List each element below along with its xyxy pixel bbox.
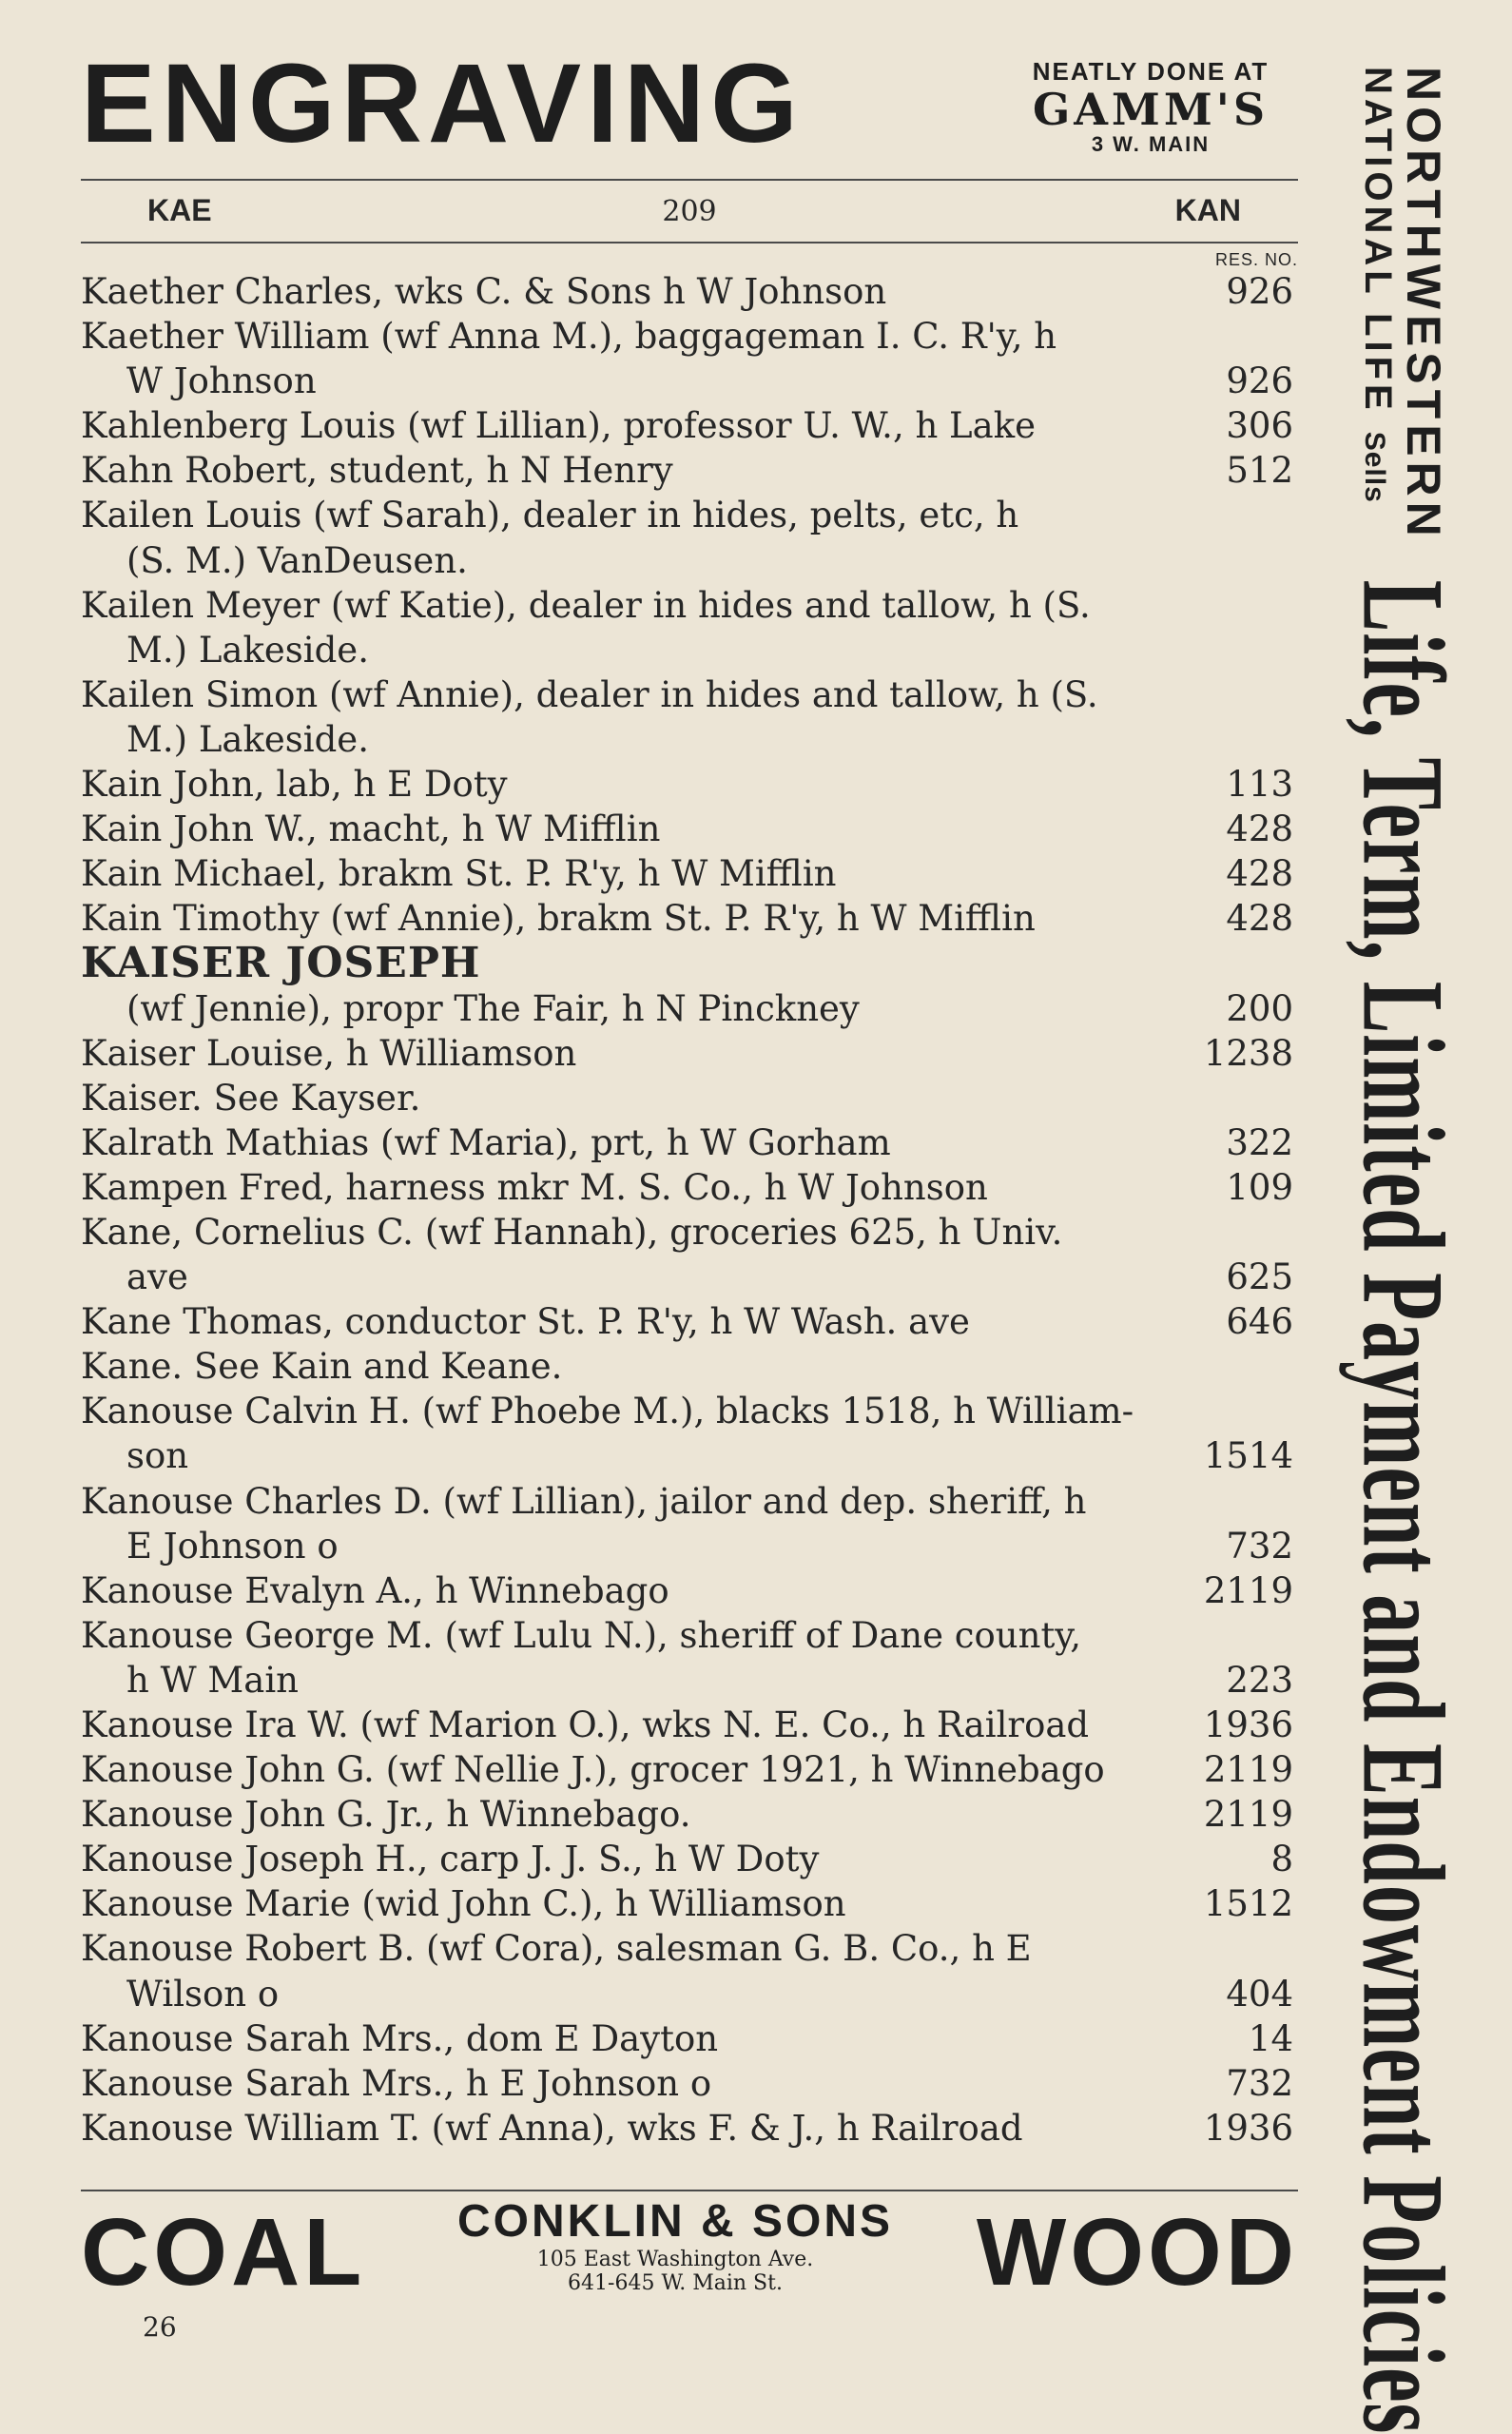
residence-number: 2119: [1203, 1569, 1293, 1611]
entry-continuation-line: [81, 1972, 1293, 2016]
running-head-left: KAE: [147, 193, 212, 227]
residence-number: 428: [1226, 898, 1293, 940]
entry-text: E Johnson o: [126, 1525, 339, 1567]
entry-text: Wilson o: [126, 1973, 280, 2015]
entry-continuation-line: [81, 717, 1293, 762]
side-banner-line2: NATIONAL LIFE: [1356, 67, 1399, 415]
entry-line: [81, 2061, 1293, 2106]
entry-line: [81, 896, 1293, 941]
side-banner: [1298, 57, 1507, 2434]
coal-headline: COAL: [81, 2199, 366, 2306]
entry-line: [81, 583, 1293, 628]
residence-number: 2119: [1203, 1749, 1293, 1791]
entry-text: Kaether William (wf Anna M.), baggageman I. C. R'y, h: [81, 316, 1057, 358]
entry-text: M.) Lakeside.: [126, 718, 369, 760]
residence-number: 306: [1226, 405, 1293, 447]
gamm-address: 3 W. MAIN: [1091, 132, 1211, 157]
entry-text: Kahn Robert, student, h N Henry: [81, 450, 673, 492]
entry-continuation-line: [81, 538, 1293, 583]
engraving-headline: ENGRAVING: [81, 41, 804, 166]
entry-text: Kain Timothy (wf Annie), brakm St. P. R'y, h W Mifflin: [81, 898, 1036, 940]
conklin-company: CONKLIN & SONS: [456, 2196, 893, 2247]
entry-continuation-line: [81, 359, 1293, 403]
entry-text: Kahlenberg Louis (wf Lillian), professor U. W., h Lake: [81, 405, 1037, 447]
entry-text: h W Main: [126, 1659, 299, 1701]
folio-number: 26: [143, 2311, 177, 2343]
entry-text: Kanouse George M. (wf Lulu N.), sheriff of Dane county,: [81, 1614, 1082, 1656]
residence-number: 200: [1226, 987, 1293, 1029]
top-rule: [81, 179, 1298, 181]
entry-line: [81, 2106, 1293, 2151]
entry-line: [81, 1389, 1293, 1433]
entry-line: [81, 1031, 1293, 1076]
entry-text: Kanouse John G. Jr., h Winnebago.: [81, 1794, 691, 1836]
entry-heading: [81, 939, 1293, 988]
entry-line: [81, 1210, 1293, 1255]
bottom-rule: [81, 2190, 1298, 2191]
entry-line: [81, 851, 1293, 896]
entry-continuation-line: [81, 1255, 1293, 1299]
wood-headline: WOOD: [976, 2199, 1298, 2306]
entry-line: [81, 1165, 1293, 1210]
residence-number: 109: [1226, 1166, 1293, 1208]
conklin-block: [404, 2197, 946, 2295]
entry-text: Kanouse Ira W. (wf Marion O.), wks N. E. Co., h Railroad: [81, 1704, 1090, 1745]
entry-line: [81, 1703, 1293, 1747]
entry-text: Kain John W., macht, h W Mifflin: [81, 808, 661, 850]
entry-text: Kampen Fred, harness mkr M. S. Co., h W Johnson: [81, 1166, 988, 1208]
residence-number: 8: [1270, 1839, 1293, 1880]
residence-number: 732: [1226, 2062, 1293, 2104]
entry-text: Kaether Charles, wks C. & Sons h W Johnson: [81, 271, 887, 312]
coal-wood-advertisement: [81, 2197, 1298, 2321]
residence-number: 625: [1226, 1256, 1293, 1298]
residence-number: 322: [1226, 1121, 1293, 1163]
entry-text: Kain John, lab, h E Doty: [81, 764, 508, 806]
running-head-right: KAN: [1174, 193, 1241, 227]
entry-line: [81, 493, 1293, 537]
page-number: 209: [662, 195, 717, 228]
entry-text: KAISER JOSEPH: [81, 939, 481, 988]
conklin-address-1: 105 East Washington Ave.: [536, 2247, 814, 2271]
entry-line: [81, 807, 1293, 851]
entry-text: son: [126, 1435, 189, 1477]
entry-line: [81, 403, 1293, 448]
column-header: RES. NO.: [1214, 250, 1298, 269]
entry-text: Kane, Cornelius C. (wf Hannah), groceries 625, h Univ.: [81, 1211, 1063, 1253]
residence-number: 113: [1226, 764, 1293, 806]
entry-line: [81, 448, 1293, 493]
entry-line: [81, 1479, 1293, 1524]
residence-number: 223: [1226, 1659, 1293, 1701]
entry-continuation-line: [81, 986, 1293, 1031]
conklin-address-2: 641-645 W. Main St.: [568, 2271, 783, 2296]
entry-text: Kaiser. See Kayser.: [81, 1077, 421, 1119]
entry-line: [81, 1613, 1293, 1658]
residence-number: 1514: [1203, 1435, 1293, 1477]
entry-text: Kailen Louis (wf Sarah), dealer in hides, pelts, etc, h: [81, 495, 1019, 536]
entry-text: Kanouse John G. (wf Nellie J.), grocer 1921, h Winnebago: [81, 1749, 1105, 1791]
entry-continuation-line: [81, 1524, 1293, 1568]
entry-text: (S. M.) VanDeusen.: [126, 539, 468, 581]
entry-text: Kanouse Charles D. (wf Lillian), jailor and dep. sheriff, h: [81, 1480, 1087, 1522]
entry-line: [81, 1926, 1293, 1971]
entry-text: Kanouse Marie (wid John C.), h Williamson: [81, 1883, 846, 1925]
residence-number: 2119: [1203, 1794, 1293, 1836]
residence-number: 646: [1226, 1301, 1293, 1343]
header-rule: [81, 242, 1298, 243]
side-banner-line1: NORTHWESTERN: [1397, 67, 1451, 542]
gamm-tagline: NEATLY DONE AT: [1032, 57, 1270, 86]
residence-number: 1936: [1203, 1704, 1293, 1745]
residence-number: 512: [1226, 450, 1293, 492]
entry-text: Kane. See Kain and Keane.: [81, 1346, 563, 1388]
residence-number: 1512: [1203, 1883, 1293, 1925]
entry-continuation-line: [81, 1658, 1293, 1703]
entry-line: [81, 1881, 1293, 1926]
entry-line: [81, 1747, 1293, 1792]
gamm-block: [994, 57, 1308, 157]
residence-number: 926: [1226, 271, 1293, 312]
entry-text: Kailen Meyer (wf Katie), dealer in hides and tallow, h (S.: [81, 584, 1091, 626]
entry-line: [81, 1120, 1293, 1165]
entry-line: [81, 314, 1293, 359]
entry-line: [81, 269, 1293, 314]
entry-text: Kain Michael, brakm St. P. R'y, h W Mifflin: [81, 853, 837, 895]
residence-number: 14: [1248, 2017, 1293, 2059]
entry-text: M.) Lakeside.: [126, 629, 369, 671]
residence-number: 732: [1226, 1525, 1293, 1567]
entry-continuation-line: [81, 1433, 1293, 1478]
residence-number: 1238: [1203, 1032, 1293, 1074]
entry-text: Kanouse Sarah Mrs., h E Johnson o: [81, 2062, 712, 2104]
entry-line: [81, 2016, 1293, 2061]
entry-text: (wf Jennie), propr The Fair, h N Pinckney: [126, 987, 860, 1029]
residence-number: 404: [1226, 1973, 1293, 2015]
entry-text: W Johnson: [126, 360, 317, 402]
entry-line: [81, 1792, 1293, 1837]
entry-text: Kaiser Louise, h Williamson: [81, 1032, 577, 1074]
side-banner-policies: Life, Term, Limited Payment and Endowment Policies: [1338, 579, 1468, 2434]
entry-line: [81, 1837, 1293, 1881]
side-banner-sells: Sells: [1358, 431, 1390, 503]
entry-text: Kanouse Calvin H. (wf Phoebe M.), blacks 1518, h William-: [81, 1391, 1134, 1432]
entry-text: Kane Thomas, conductor St. P. R'y, h W Wash. ave: [81, 1301, 970, 1343]
entry-text: Kanouse Evalyn A., h Winnebago: [81, 1569, 669, 1611]
entry-line: [81, 1568, 1293, 1613]
engraving-advertisement: [81, 38, 1308, 171]
entry-text: Kanouse Joseph H., carp J. J. S., h W Doty: [81, 1839, 820, 1880]
entry-text: Kalrath Mathias (wf Maria), prt, h W Gorham: [81, 1121, 891, 1163]
directory-listing: [81, 269, 1293, 2151]
entry-continuation-line: [81, 628, 1293, 672]
gamm-company: GAMM'S: [1032, 84, 1270, 135]
residence-number: 1936: [1203, 2107, 1293, 2149]
entry-text: ave: [126, 1256, 188, 1298]
entry-text: Kailen Simon (wf Annie), dealer in hides and tallow, h (S.: [81, 673, 1098, 715]
residence-number: 926: [1226, 360, 1293, 402]
residence-number: 428: [1226, 808, 1293, 850]
entry-line: [81, 762, 1293, 807]
entry-text: Kanouse William T. (wf Anna), wks F. & J., h Railroad: [81, 2107, 1023, 2149]
entry-line: [81, 1299, 1293, 1344]
entry-text: Kanouse Sarah Mrs., dom E Dayton: [81, 2017, 719, 2059]
running-head: [81, 185, 1298, 237]
residence-number: 428: [1226, 853, 1293, 895]
entry-line: [81, 672, 1293, 717]
entry-line: [81, 1076, 1293, 1120]
entry-line: [81, 1344, 1293, 1389]
entry-text: Kanouse Robert B. (wf Cora), salesman G. B. Co., h E: [81, 1928, 1032, 1970]
